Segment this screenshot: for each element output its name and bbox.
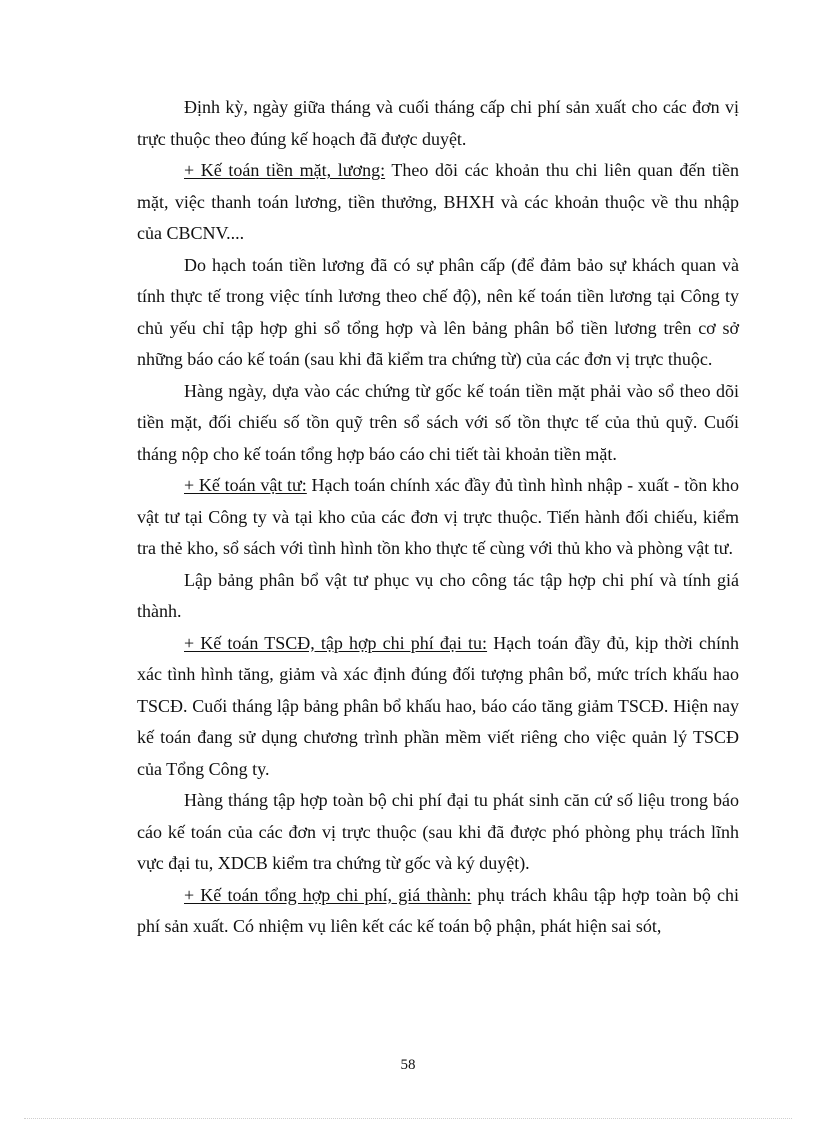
paragraph-text: Do hạch toán tiền lương đã có sự phân cấp (để đảm bảo sự khách quan và tính thực tế trong việc tính lương theo chế độ), nên kế toán tiền lương tại Công ty chủ yếu chỉ tập hợp ghi sổ tổng hợp và lên bảng phân bổ tiền lương trên cơ sở những báo cáo kế toán (sau khi đã kiểm tra chứng từ) của các đơn vị trực thuộc. (137, 254, 739, 369)
paragraph-text: Định kỳ, ngày giữa tháng và cuối tháng cấp chi phí sản xuất cho các đơn vị trực thuộc theo đúng kế hoạch đã được duyệt. (137, 97, 739, 149)
paragraph-text: phụ trách khâu tập hợp toàn bộ chi phí sản xuất. Có nhiệm vụ liên kết các kế toán bộ phận, phát hiện sai sót, (137, 884, 740, 936)
paragraph (137, 628, 739, 786)
body-text (137, 92, 739, 943)
paragraph-heading: + Kế toán vật tư: (184, 475, 307, 495)
paragraph-text: Hàng ngày, dựa vào các chứng từ gốc kế toán tiền mặt phải vào sổ theo dõi tiền mặt, đối chiếu số tồn quỹ trên sổ sách với số tồn thực tế của thủ quỹ. Cuối tháng nộp cho kế toán tổng hợp báo cáo chi tiết tài khoản tiền mặt. (137, 380, 739, 464)
paragraph (137, 250, 739, 376)
paragraph-heading: + Kế toán TSCĐ, tập hợp chi phí đại tu: (184, 632, 488, 653)
paragraph-text: Hàng tháng tập hợp toàn bộ chi phí đại tu phát sinh căn cứ số liệu trong báo cáo kế toán của các đơn vị trực thuộc (sau khi đã được phó phòng phụ trách lĩnh vực đại tu, XDCB kiểm tra chứng từ gốc và ký duyệt). (137, 790, 739, 873)
paragraph (137, 565, 739, 628)
paragraph-text: Theo dõi các khoản thu chi liên quan đến tiền mặt, việc thanh toán lương, tiền thưởng, BHXH và các khoản thuộc về thu nhập của CBCNV.... (137, 160, 740, 243)
paragraph-text: Hạch toán chính xác đầy đủ tình hình nhập - xuất - tồn kho vật tư tại Công ty và tại kho của các đơn vị trực thuộc. Tiến hành đối chiếu, kiểm tra thẻ kho, sổ sách với tình hình tồn kho thực tế cùng với thủ kho và phòng vật tư. (137, 475, 739, 558)
paragraph (137, 880, 739, 943)
page-number: 58 (400, 1057, 416, 1073)
paragraph (137, 376, 739, 471)
paragraph-text: Hạch toán đầy đủ, kịp thời chính xác tình hình tăng, giảm và xác định đúng đối tượng phân bổ, mức trích khấu hao TSCĐ. Cuối tháng lập bảng phân bổ khấu hao, báo cáo tăng giảm TSCĐ. Hiện nay kế toán đang sử dụng chương trình phần mềm viết riêng cho việc quản lý TSCĐ của Tổng Công ty. (137, 632, 740, 779)
paragraph-heading: + Kế toán tiền mặt, lương: (184, 160, 386, 180)
paragraph-text: Lập bảng phân bổ vật tư phục vụ cho công tác tập hợp chi phí và tính giá thành. (137, 569, 739, 621)
paragraph (137, 785, 739, 880)
paragraph (137, 155, 739, 250)
page-bottom-rule (24, 1118, 792, 1119)
paragraph (137, 92, 739, 155)
paragraph-heading: + Kế toán tổng hợp chi phí, giá thành: (184, 884, 472, 905)
paragraph (137, 470, 739, 565)
